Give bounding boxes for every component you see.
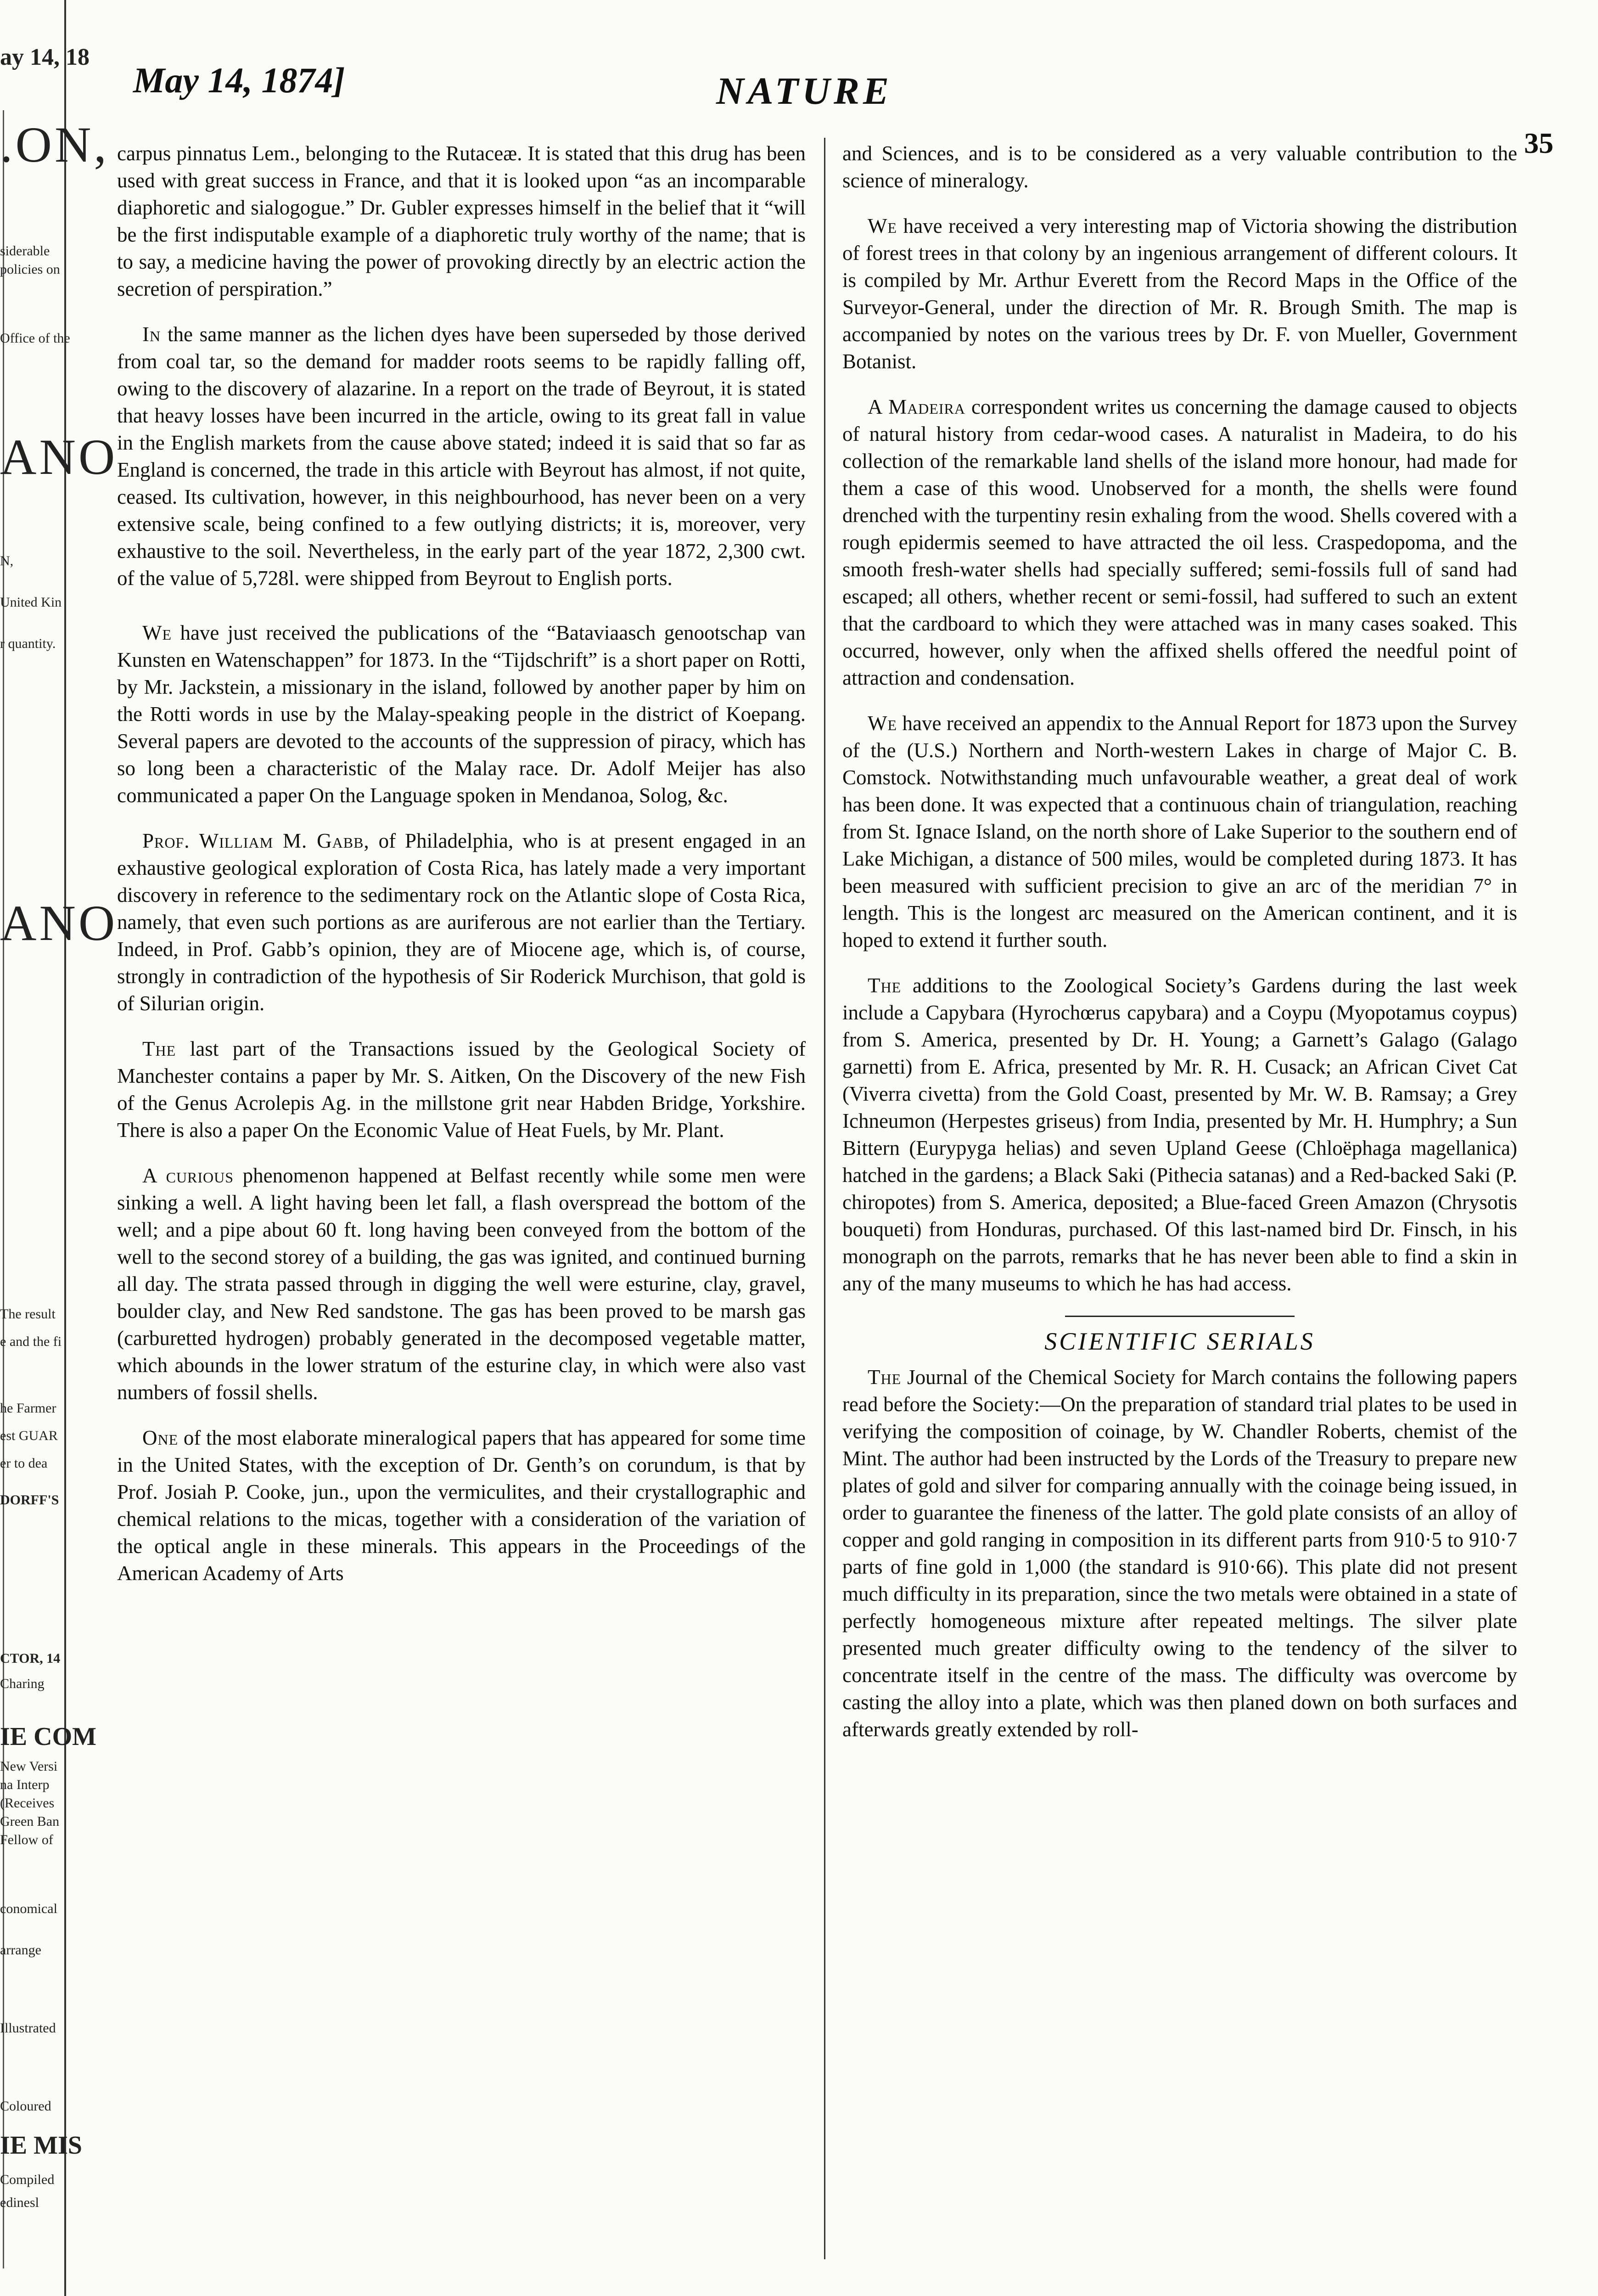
paragraph-text: have received an appendix to the Annual Report for 1873 upon the Survey of the (U.S.) Northern and North-western Lakes in charge of Major C. B. Comstock. Notwithstanding much unfavourable weather, a great deal of work has been done. It was expected that a continuous chain of triangulation, reaching from St. Ignace Island, on the north shore of Lake Superior to the southern end of Lake Michigan, a distance of 500 miles, would be completed during 1873. It has been measured with sufficient precision to give an arc of the meridian 7° in length. This is the longest arc measured on the American continent, and it is hoped to extend it further south. bbox=[842, 712, 1518, 951]
column-divider bbox=[824, 138, 825, 2259]
margin-fragment: Illustrated bbox=[0, 2020, 56, 2036]
margin-fragment: (Receives bbox=[0, 1795, 55, 1811]
paragraph bbox=[117, 140, 806, 303]
margin-fragment: e and the fi bbox=[0, 1334, 62, 1349]
margin-fragment: edinesl bbox=[0, 2195, 39, 2210]
margin-fragment: Office of the bbox=[0, 331, 70, 346]
margin-fragment: N, bbox=[0, 553, 14, 568]
margin-fragment: ANO bbox=[0, 429, 118, 485]
paragraph-lead: The bbox=[142, 1037, 176, 1060]
margin-fragment: siderable bbox=[0, 243, 50, 259]
paragraph-lead: In bbox=[142, 323, 161, 346]
margin-fragment: ay 14, 18 bbox=[0, 44, 90, 70]
margin-fragment: r quantity. bbox=[0, 636, 56, 651]
paragraph bbox=[842, 140, 1517, 194]
margin-fragment: ANO bbox=[0, 895, 118, 951]
margin-fragment: Green Ban bbox=[0, 1814, 60, 1829]
paragraph-text: additions to the Zoological Society’s Gardens during the last week include a Capybara (Hyrochœrus capybara) and a Coypu (Myopotamus coypus) from S. America, presented by Dr. H. Young; a Garnett’s Galago (Galago garnetti) from E. Africa, presented by Mr. R. H. Cusack; an African Civet Cat (Viverra civetta) from the Gold Coast, presented by Mr. W. B. Ramsay; a Grey Ichneumon (Herpestes griseus) from India, presented by Mr. H. Humphry; a Sun Bittern (Eurypyga helias) and seven Upland Geese (Chloëphaga magellanica) hatched in the gardens; a Black Saki (Pithecia satanas) and a Red-backed Saki (P. chiropotes) from S. America, deposited; a Blue-faced Green Amazon (Chrysotis bouqueti) from Honduras, purchased. Of this last-named bird Dr. Finsch, in his monograph on the parrots, remarks that he has never been able to find a skin in any of the many museums to which he has had access. bbox=[842, 974, 1518, 1295]
left-column bbox=[117, 140, 806, 2280]
paragraph-lead: The bbox=[868, 1366, 902, 1389]
margin-fragment: Charing bbox=[0, 1676, 45, 1691]
margin-fragment: United Kin bbox=[0, 595, 62, 610]
paragraph-lead: Prof. William M. Gabb, bbox=[142, 829, 370, 852]
paragraph-lead: We bbox=[868, 214, 897, 237]
right-column bbox=[842, 140, 1517, 2280]
paragraph bbox=[117, 619, 806, 809]
paragraph-text: the same manner as the lichen dyes have been superseded by those derived from coal tar, so the demand for madder roots seems to be rapidly falling off, owing to the discovery of alazarine. In a report on the trade of Beyrout, it is stated that heavy losses have been incurred in the article, owing to its great fall in value in the English markets from the cause above stated; indeed it is said that so far as England is concerned, the trade in this article with Beyrout has almost, if not quite, ceased. Its cultivation, however, in this neighbourhood, has never been on a very extensive scale, being confined to a few outlying districts; it is, moreover, very exhaustive to the soil. Nevertheless, in the early part of the year 1872, 2,300 cwt. of the value of 5,728l. were shipped from Beyrout to English ports. bbox=[117, 323, 806, 590]
adjacent-page-bleed bbox=[0, 0, 118, 2296]
margin-fragment: arrange bbox=[0, 1942, 41, 1958]
paragraph-text: Journal of the Chemical Society for March contains the following papers read before the Society:—On the preparation of standard trial plates to be used in verifying the composition of coinage, by W. Chandler Roberts, chemist of the Mint. The author had been instructed by the Lords of the Treasury to prepare new plates of gold and silver for comparing annually with the coinage being issued, in order to guarantee the fineness of the latter. The gold plate consists of an alloy of copper and gold ranging in composition in its different parts from 910·5 to 910·7 parts of fine gold in 1,000 (the standard is 910·66). This plate did not present much difficulty in its preparation, since the two metals were obtained in a state of perfectly homogeneous mixture after repeated meltings. The silver plate presented much greater difficulty owing to the tendency of the silver to concentrate itself in the centre of the mass. The difficulty was overcome by casting the alloy into a plate, which was then planed down on both surfaces and afterwards greatly extended by roll- bbox=[842, 1366, 1517, 1741]
margin-fragment: he Farmer bbox=[0, 1401, 56, 1416]
paragraph bbox=[117, 321, 806, 592]
margin-fragment: DORFF'S bbox=[0, 1492, 59, 1508]
margin-fragment: .ON, bbox=[0, 117, 109, 173]
paragraph-text: have just received the publications of the “Bataviaasch genootschap van Kunsten en Watenschappen” for 1873. In the “Tijdschrift” is a short paper on Rotti, by Mr. Jackstein, a missionary in the island, followed by another paper by him on the Rotti words in use by the Malay-speaking people in the district of Koepang. Several papers are devoted to the accounts of the suppression of piracy, which has so long been a characteristic of the Malay race. Dr. Adolf Meijer has also communicated a paper On the Language spoken in Mendanoa, Solog, &c. bbox=[117, 621, 806, 807]
paragraph bbox=[117, 1035, 806, 1144]
margin-fragment: na Interp bbox=[0, 1777, 50, 1792]
paragraph-lead: A curious bbox=[142, 1164, 234, 1187]
margin-fragment: conomical bbox=[0, 1901, 57, 1916]
paragraph-lead: The bbox=[868, 974, 902, 997]
paragraph bbox=[842, 972, 1517, 1297]
paragraph bbox=[842, 213, 1517, 375]
paragraph bbox=[117, 1162, 806, 1406]
paragraph bbox=[842, 710, 1517, 954]
paragraph-lead: We bbox=[142, 621, 172, 644]
section-rule bbox=[1065, 1316, 1295, 1317]
margin-fragment: est GUAR bbox=[0, 1428, 58, 1443]
margin-fragment: New Versi bbox=[0, 1759, 58, 1774]
paragraph-text: and Sciences, and is to be considered as a very valuable contribution to the science of mineralogy. bbox=[842, 142, 1517, 192]
paragraph-text: of Philadelphia, who is at present engaged in an exhaustive geological exploration of Costa Rica, has lately made a very important discovery in reference to the sedimentary rock on the Atlantic slope of Costa Rica, namely, that even such portions as are auriferous are not earlier than the Tertiary. Indeed, in Prof. Gabb’s opinion, they are of Miocene age, which is, of course, strongly in contradiction of the hypothesis of Sir Roderick Murchison, that gold is of Silurian origin. bbox=[117, 829, 806, 1015]
paragraph-text: correspondent writes us concerning the damage caused to objects of natural history from cedar-wood cases. A naturalist in Madeira, to do his collection of the remarkable land shells of the island more honour, had made for them a case of this wood. Unobserved for a month, the shells were found drenched with the turpentiny resin exhaling from the wood. Shells covered with a rough epidermis seemed to have attracted the oil less. Craspedopoma, and the smooth fresh-water shells had specially suffered; semi-fossils full of sand had escaped; all others, whether recent or semi-fossil, had suffered to such an extent that the cardboard to which they were attached was in many cases soaked. This occurred, however, only when the affixed shells offered the needful point of attraction and condensation. bbox=[842, 395, 1518, 689]
paragraph-text: last part of the Transactions issued by the Geological Society of Manchester contains a paper by Mr. S. Aitken, On the Discovery of the new Fish of the Genus Acrolepis Ag. in the millstone grit near Habden Bridge, Yorkshire. There is also a paper On the Economic Value of Heat Fuels, by Mr. Plant. bbox=[117, 1037, 806, 1142]
paragraph-lead: We bbox=[868, 712, 897, 735]
paragraph bbox=[842, 1364, 1517, 1743]
journal-title: NATURE bbox=[716, 70, 893, 113]
margin-fragment: Compiled bbox=[0, 2172, 55, 2187]
section-heading: SCIENTIFIC SERIALS bbox=[1044, 1328, 1315, 1355]
paragraph-text: carpus pinnatus Lem., belonging to the Rutaceæ. It is stated that this drug has been used with great success in France, and that it is looked upon “as an incomparable diaphoretic and sialogogue.” Dr. Gubler expresses himself in the belief that it “will be the first indisputable example of a diaphoretic truly worthy of the name; that is to say, a medicine having the power of provoking directly by an electric action the secretion of perspiration.” bbox=[117, 142, 806, 300]
margin-fragment: The result bbox=[0, 1306, 56, 1322]
margin-fragment: er to dea bbox=[0, 1456, 48, 1471]
paragraph bbox=[842, 394, 1517, 692]
paragraph-text: of the most elaborate mineralogical papers that has appeared for some time in the United States, with the exception of Dr. Genth’s on corundum, is that by Prof. Josiah P. Cooke, jun., upon the vermiculites, and their crystallographic and chemical relations to the micas, together with a consideration of the variation of the optical angle in these minerals. This appears in the Proceedings of the American Academy of Arts bbox=[117, 1426, 806, 1585]
paragraph bbox=[117, 1424, 806, 1587]
paragraph bbox=[117, 827, 806, 1017]
margin-fragment: policies on bbox=[0, 262, 60, 277]
margin-fragment: Coloured bbox=[0, 2099, 51, 2114]
paragraph-lead: One bbox=[142, 1426, 179, 1449]
paragraph-text: have received a very interesting map of Victoria showing the distribution of forest trees in that colony by an ingenious arrangement of different colours. It is compiled by Mr. Arthur Everett from the Record Maps in the Office of the Surveyor-General, under the direction of Mr. R. Brough Smith. The map is accompanied by notes on the various trees by Dr. F. von Mueller, Government Botanist. bbox=[842, 214, 1517, 373]
margin-fragment: Fellow of bbox=[0, 1832, 53, 1847]
margin-fragment: CTOR, 14 bbox=[0, 1651, 61, 1666]
paragraph-lead: A Madeira bbox=[868, 395, 965, 418]
margin-fragment: IE COM bbox=[0, 1722, 96, 1751]
page-number: 35 bbox=[1524, 127, 1553, 159]
margin-fragment: IE MIS bbox=[0, 2131, 82, 2160]
paragraph-text: phenomenon happened at Belfast recently while some men were sinking a well. A light having been let fall, a flash overspread the bottom of the well; and a pipe about 60 ft. long having been conveyed from the bottom of the well to the second storey of a building, the gas was ignited, and continued burning all day. The strata passed through in digging the well were esturine, clay, gravel, boulder clay, and New Red sandstone. The gas has been proved to be marsh gas (carburetted hydrogen) probably generated in the decomposed vegetable matter, which abounds in the lower stratum of the esturine clay, in which were also vast numbers of fossil shells. bbox=[117, 1164, 806, 1404]
issue-date: May 14, 1874] bbox=[133, 60, 345, 100]
